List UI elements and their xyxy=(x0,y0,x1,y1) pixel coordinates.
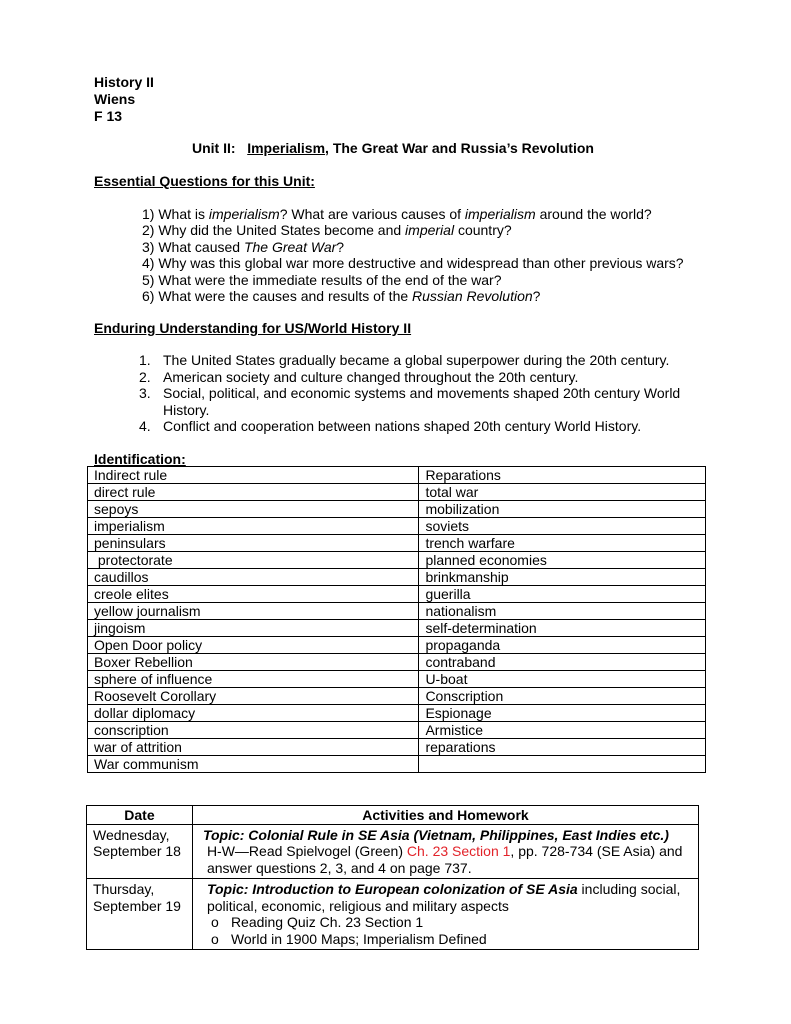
date-column-header: Date xyxy=(87,806,193,825)
term-left: war of attrition xyxy=(88,739,419,756)
term-code: F 13 xyxy=(94,108,123,124)
essential-questions-heading: Essential Questions for this Unit: xyxy=(94,173,315,189)
topic-line: Topic: Colonial Rule in SE Asia (Vietnam, Philippines, East Indies etc.) xyxy=(202,826,669,843)
unit-title xyxy=(192,140,594,156)
term-right xyxy=(419,756,706,773)
list-item: o Reading Quiz Ch. 23 Section 1 xyxy=(210,914,424,930)
question-5: 5) What were the immediate results of the end of the war? xyxy=(142,271,502,288)
enduring-item: 2. American society and culture changed throughout the 20th century. xyxy=(139,368,579,385)
table-row xyxy=(88,467,706,484)
question-6: 6) What were the causes and results of the Russian Revolution? xyxy=(142,288,541,305)
activity-cell xyxy=(192,824,698,879)
term-left: direct rule xyxy=(88,484,419,501)
term-left: protectorate xyxy=(88,552,419,569)
table-row xyxy=(88,586,706,603)
term-left: creole elites xyxy=(88,586,419,603)
table-row xyxy=(88,535,706,552)
table-row xyxy=(88,739,706,756)
term-right: total war xyxy=(419,484,706,501)
term-right: planned economies xyxy=(419,552,706,569)
term-right: self-determination xyxy=(419,620,706,637)
table-row xyxy=(88,654,706,671)
identification-table xyxy=(87,466,706,773)
term-right: propaganda xyxy=(419,637,706,654)
term-right: U-boat xyxy=(419,671,706,688)
table-row xyxy=(88,620,706,637)
term-right: brinkmanship xyxy=(419,569,706,586)
term-left: sepoys xyxy=(88,501,419,518)
term-left: Open Door policy xyxy=(88,637,419,654)
enduring-item: 3. Social, political, and economic systems and movements shaped 20th century World History. xyxy=(139,385,681,418)
term-left: peninsulars xyxy=(88,535,419,552)
table-row xyxy=(88,705,706,722)
table-row xyxy=(88,671,706,688)
term-left: dollar diplomacy xyxy=(88,705,419,722)
term-left: caudillos xyxy=(88,569,419,586)
term-right: soviets xyxy=(419,518,706,535)
date-cell: Wednesday, September 18 xyxy=(87,824,193,879)
table-row xyxy=(88,603,706,620)
essential-questions-list xyxy=(142,206,684,304)
table-row xyxy=(87,824,699,879)
table-row xyxy=(88,518,706,535)
term-right: Reparations xyxy=(419,467,706,484)
question-1: 1) What is imperialism? What are various causes of imperialism around the world? xyxy=(142,206,652,222)
activities-table xyxy=(86,805,699,950)
course-name: History II xyxy=(94,74,154,90)
term-right: nationalism xyxy=(419,603,706,620)
term-left: yellow journalism xyxy=(88,603,419,620)
table-row xyxy=(87,879,699,950)
identification-heading: Identification: xyxy=(94,451,186,467)
teacher-name: Wiens xyxy=(94,91,136,107)
activities-header-row xyxy=(87,806,699,825)
table-row xyxy=(88,722,706,739)
table-row xyxy=(88,688,706,705)
term-right: Conscription xyxy=(419,688,706,705)
term-right: Armistice xyxy=(419,722,706,739)
unit-title-underlined: Imperialism xyxy=(247,140,326,156)
term-left: sphere of influence xyxy=(88,671,419,688)
activity-cell xyxy=(192,879,698,950)
chapter-reference: Ch. 23 Section 1 xyxy=(406,843,511,859)
term-right: mobilization xyxy=(419,501,706,518)
unit-title-prefix: Unit II: xyxy=(192,140,236,156)
question-4: 4) Why was this global war more destructive and widespread than other previous wars? xyxy=(142,255,684,272)
enduring-understanding-heading: Enduring Understanding for US/World History II xyxy=(94,320,412,336)
term-right: contraband xyxy=(419,654,706,671)
table-row xyxy=(88,552,706,569)
activities-column-header: Activities and Homework xyxy=(192,806,698,825)
table-row xyxy=(88,501,706,518)
table-row xyxy=(88,756,706,773)
topic-line: Topic: Introduction to European colonization of SE Asia including social, political, economic, religious and military aspects xyxy=(206,881,681,914)
enduring-item: 4. Conflict and cooperation between nations shaped 20th century World History. xyxy=(139,418,642,434)
date-cell: Thursday, September 19 xyxy=(87,879,193,950)
enduring-item: 1. The United States gradually became a global superpower during the 20th century. xyxy=(139,352,670,368)
term-right: reparations xyxy=(419,739,706,756)
term-left: Indirect rule xyxy=(88,467,419,484)
table-row xyxy=(88,569,706,586)
document-header xyxy=(94,74,154,125)
enduring-understanding-list xyxy=(131,352,691,435)
unit-title-rest: , The Great War and Russia’s Revolution xyxy=(325,140,594,156)
table-row xyxy=(88,484,706,501)
term-left: War communism xyxy=(88,756,419,773)
term-left: jingoism xyxy=(88,620,419,637)
question-2: 2) Why did the United States become and imperial country? xyxy=(142,222,512,239)
term-left: Roosevelt Corollary xyxy=(88,688,419,705)
term-left: conscription xyxy=(88,722,419,739)
list-item: o World in 1900 Maps; Imperialism Defined xyxy=(210,930,487,947)
term-right: guerilla xyxy=(419,586,706,603)
question-3: 3) What caused The Great War? xyxy=(142,238,345,255)
table-row xyxy=(88,637,706,654)
term-right: trench warfare xyxy=(419,535,706,552)
term-left: Boxer Rebellion xyxy=(88,654,419,671)
term-left: imperialism xyxy=(88,518,419,535)
term-right: Espionage xyxy=(419,705,706,722)
homework-line: H-W—Read Spielvogel (Green) Ch. 23 Section 1, pp. 728-734 (SE Asia) and answer questions 2, 3, and 4 on page 737. xyxy=(206,843,683,876)
